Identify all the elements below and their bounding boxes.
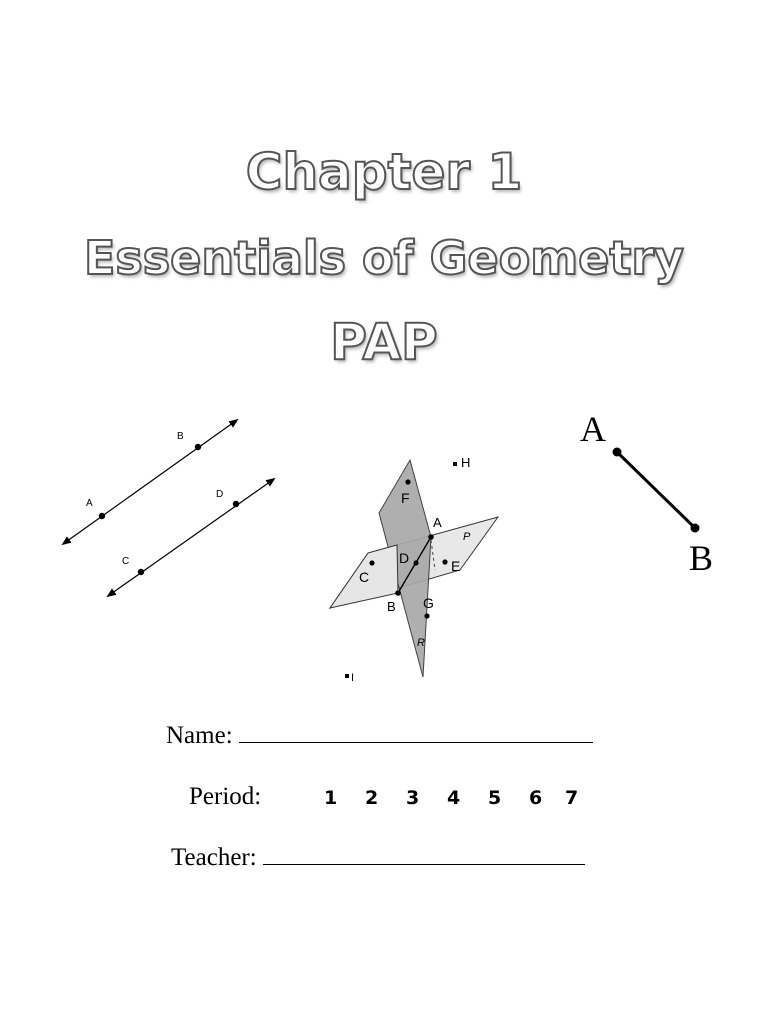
point-h [453, 462, 457, 466]
point-a2 [428, 534, 434, 540]
period-option-4[interactable]: 4 [447, 787, 461, 809]
period-label: Period: [189, 783, 262, 810]
endpoint-a [613, 448, 622, 457]
parallel-lines-figure [55, 410, 285, 610]
label-a2: A [433, 515, 442, 530]
label-seg-a: A [580, 409, 606, 449]
title-level: PAP [330, 313, 438, 371]
point-i [345, 674, 349, 678]
point-a [99, 513, 105, 519]
point-f [405, 479, 410, 484]
name-label: Name: [166, 722, 233, 749]
teacher-blank[interactable] [263, 844, 585, 865]
label-b: B [177, 431, 184, 442]
name-blank[interactable] [239, 722, 593, 743]
label-e: E [451, 558, 461, 574]
point-c [138, 569, 144, 575]
period-option-7[interactable]: 7 [565, 787, 579, 809]
name-row [166, 722, 593, 750]
point-e [442, 559, 447, 564]
label-c2: C [359, 569, 370, 585]
label-a: A [86, 498, 93, 509]
period-option-6[interactable]: 6 [529, 787, 543, 809]
period-option-5[interactable]: 5 [488, 787, 502, 809]
period-option-2[interactable]: 2 [365, 787, 379, 809]
point-g [424, 613, 429, 618]
segment-ab-figure [575, 405, 735, 580]
label-d2: D [399, 550, 410, 566]
title-chapter: Chapter 1 [245, 143, 523, 201]
label-seg-b: B [689, 538, 714, 578]
label-g: G [423, 595, 434, 611]
line-cd [108, 479, 274, 596]
label-f: F [401, 490, 410, 506]
endpoint-b [691, 524, 700, 533]
point-b [195, 444, 201, 450]
teacher-label: Teacher: [171, 844, 257, 871]
label-c: C [122, 556, 130, 567]
label-h: H [461, 455, 471, 470]
intersecting-planes-figure [320, 445, 510, 695]
label-b2: B [387, 599, 396, 614]
title-subject: Essentials of Geometry [83, 231, 685, 285]
label-i: I [351, 672, 355, 684]
teacher-row [171, 844, 585, 872]
label-r: R [417, 637, 425, 649]
point-d [233, 501, 239, 507]
point-d2 [413, 560, 418, 565]
period-option-1[interactable]: 1 [324, 787, 338, 809]
segment-ab [617, 452, 695, 528]
point-b2 [395, 590, 401, 596]
label-p: P [463, 531, 471, 543]
period-option-3[interactable]: 3 [406, 787, 420, 809]
point-c2 [369, 560, 374, 565]
line-ab [63, 420, 237, 544]
label-d: D [216, 489, 224, 500]
